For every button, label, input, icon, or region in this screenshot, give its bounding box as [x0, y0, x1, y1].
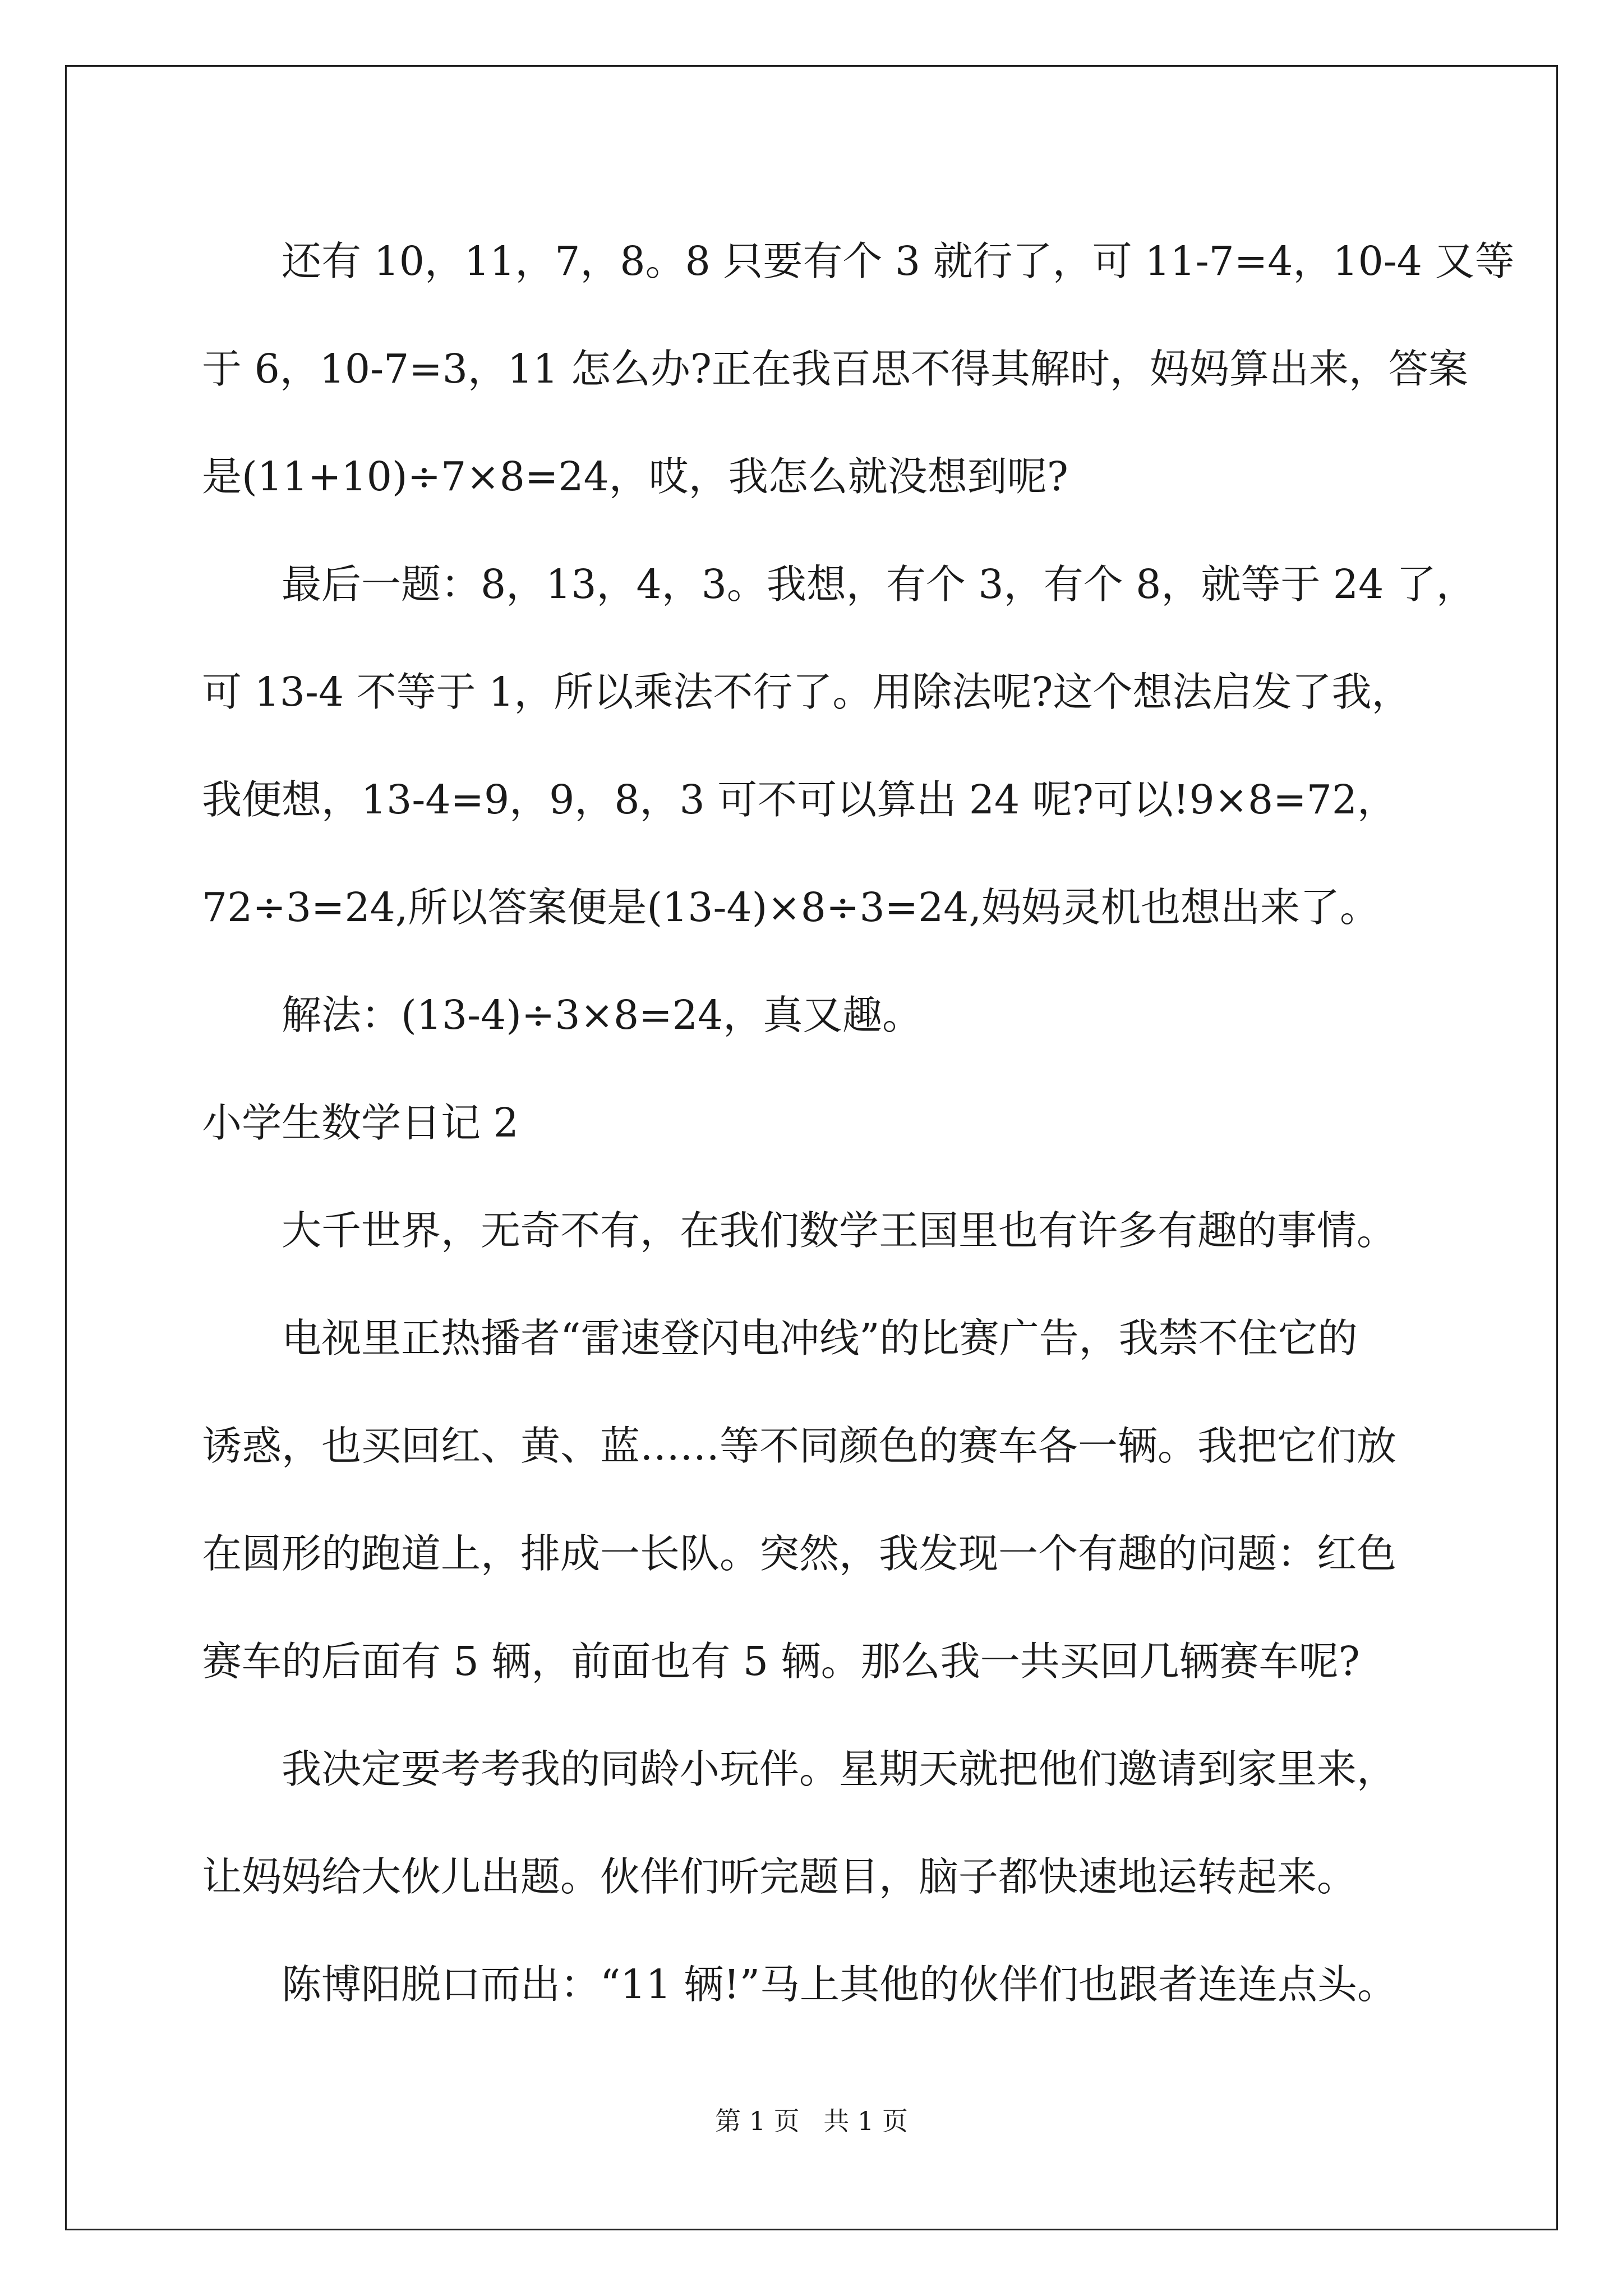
text-line: 电视里正热播者“雷速登闪电冲线”的比赛广告，我禁不住它的 [282, 1315, 1358, 1361]
text-line: 是(11+10)÷7×8=24，哎，我怎么就没想到呢? [202, 453, 1068, 500]
text-line: 陈博阳脱口而出：“11 辆!”马上其他的伙伴们也跟者连连点头。 [282, 1961, 1398, 2008]
paragraph [202, 961, 1464, 1069]
paragraph [202, 1177, 1464, 1285]
text-line: 最后一题：8，13，4，3。我想，有个 3，有个 8，就等于 24 了， [282, 561, 1476, 608]
text-line: 在圆形的跑道上，排成一长队。突然，我发现一个有趣的问题：红色 [202, 1530, 1397, 1577]
text-line: 大千世界，无奇不有，在我们数学王国里也有许多有趣的事情。 [282, 1207, 1397, 1254]
text-line: 72÷3=24,所以答案便是(13-4)×8÷3=24,妈妈灵机也想出来了。 [202, 884, 1380, 931]
text-line: 可 13-4 不等于 1，所以乘法不行了。用除法呢?这个想法启发了我， [202, 669, 1412, 715]
text-line: 我便想，13-4=9，9，8，3 可不可以算出 24 呢?可以!9×8=72， [202, 776, 1398, 823]
page-total: 共 1 页 [823, 2106, 908, 2136]
text-line: 于 6，10-7=3，11 怎么办?正在我百思不得其解时，妈妈算出来，答案 [202, 346, 1468, 392]
page-number: 第 1 页 [715, 2106, 800, 2136]
text-line: 让妈妈给大伙儿出题。伙伴们听完题目，脑子都快速地运转起来。 [202, 1853, 1357, 1900]
paragraph [202, 1931, 1464, 2039]
text-line: 还有 10，11，7，8。8 只要有个 3 就行了，可 11-7=4，10-4 又等 [282, 238, 1515, 284]
heading-text: 小学生数学日记 2 [202, 1099, 519, 1146]
paragraph [202, 1285, 1464, 1715]
paragraph [202, 531, 1476, 961]
text-line: 解法：(13-4)÷3×8=24，真又趣。 [282, 992, 923, 1038]
page-footer [0, 2101, 1623, 2138]
paragraph [202, 208, 1515, 531]
text-line: 诱惑，也买回红、黄、蓝……等不同颜色的赛车各一辆。我把它们放 [202, 1423, 1397, 1469]
text-line: 赛车的后面有 5 辆，前面也有 5 辆。那么我一共买回几辆赛车呢? [202, 1638, 1360, 1685]
document-body [202, 208, 1515, 2039]
text-line: 我决定要考考我的同龄小玩伴。星期天就把他们邀请到家里来， [282, 1746, 1397, 1792]
section-heading [202, 1069, 1464, 1177]
paragraph [202, 1715, 1464, 1931]
